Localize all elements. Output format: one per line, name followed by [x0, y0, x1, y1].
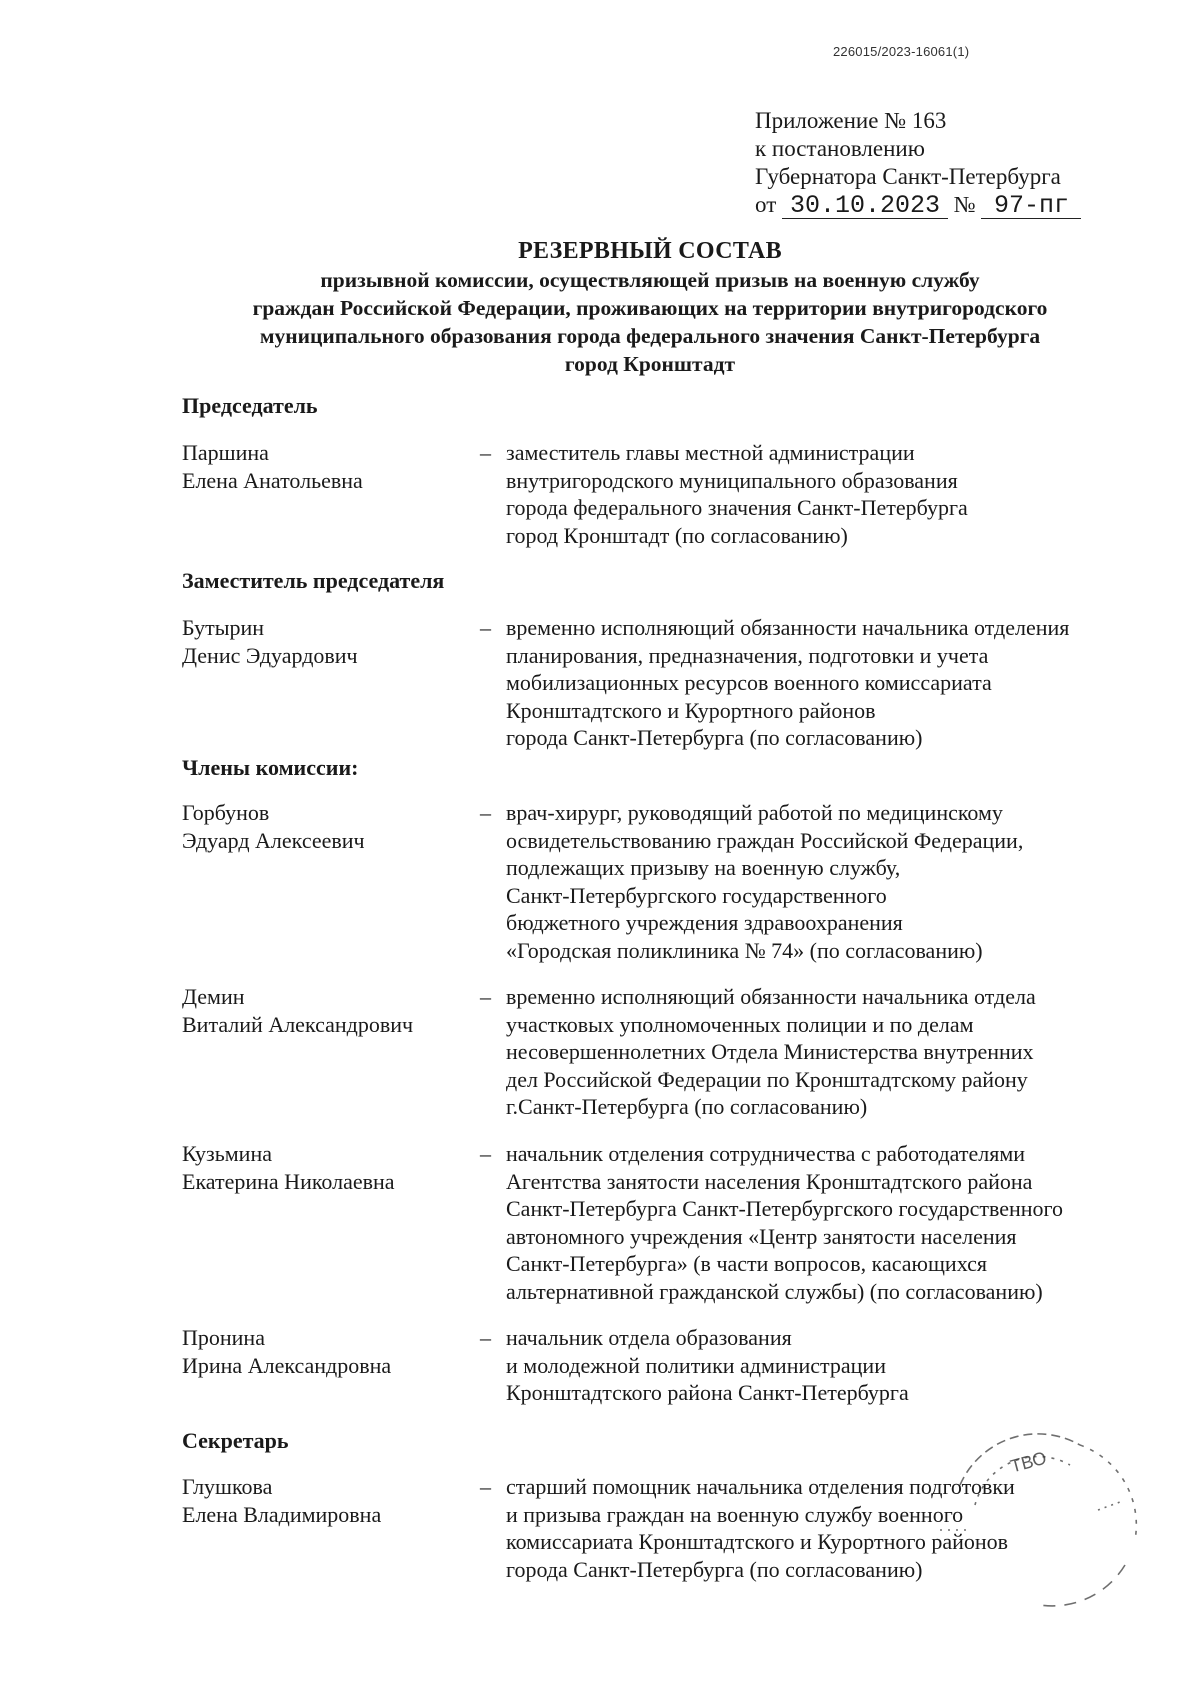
title-main: РЕЗЕРВНЫЙ СОСТАВ	[518, 238, 782, 264]
section-secretary: Секретарь	[182, 1428, 289, 1453]
person-surname: Паршина	[182, 440, 269, 465]
person-name	[182, 1324, 472, 1379]
position-line: временно исполняющий обязанности начальника отделения	[506, 615, 1070, 640]
person-position	[506, 1140, 1186, 1305]
person-name	[182, 1140, 472, 1195]
position-line: Санкт-Петербурга» (в части вопросов, касающихся	[506, 1251, 987, 1276]
position-line: временно исполняющий обязанности начальника отдела	[506, 984, 1036, 1009]
person-name	[182, 983, 472, 1038]
person-position	[506, 439, 1186, 549]
dash: –	[480, 1325, 491, 1350]
person-surname: Горбунов	[182, 800, 270, 825]
person-position	[506, 799, 1186, 964]
date-prefix: от	[755, 192, 777, 217]
dash: –	[480, 615, 491, 640]
person-given-name: Екатерина Николаевна	[182, 1168, 395, 1194]
person-name	[182, 614, 472, 669]
position-line: участковых уполномоченных полиции и по делам	[506, 1011, 974, 1037]
person-position	[506, 1324, 1186, 1407]
position-line: Санкт-Петербурга Санкт-Петербургского государственного	[506, 1196, 1063, 1221]
position-line: и призыва граждан на военную службу военного	[506, 1501, 964, 1527]
person-position	[506, 983, 1186, 1121]
position-line: «Городская поликлиника № 74» (по согласованию)	[506, 937, 983, 963]
person-given-name: Ирина Александровна	[182, 1352, 392, 1378]
person-name	[182, 799, 472, 854]
appendix-date-line	[755, 191, 1081, 219]
dash: –	[480, 440, 491, 465]
person-surname: Глушкова	[182, 1474, 273, 1499]
title-line-2: граждан Российской Федерации, проживающих на территории внутригородского	[252, 296, 1048, 320]
person-name	[182, 1473, 472, 1528]
position-line: и молодежной политики администрации	[506, 1352, 886, 1378]
position-line: альтернативной гражданской службы) (по согласованию)	[506, 1278, 1043, 1304]
position-line: мобилизационных ресурсов военного комиссариата	[506, 670, 992, 695]
position-line: города федерального значения Санкт-Петербурга	[506, 495, 968, 520]
position-line: автономного учреждения «Центр занятости населения	[506, 1223, 1017, 1249]
appendix-block	[755, 107, 1081, 219]
position-line: город Кронштадт (по согласованию)	[506, 522, 848, 548]
person-name	[182, 439, 472, 494]
position-line: города Санкт-Петербурга (по согласованию)	[506, 1556, 923, 1582]
registration-number: 226015/2023-16061(1)	[833, 44, 970, 59]
position-line: врач-хирург, руководящий работой по медицинскому	[506, 800, 1003, 825]
decree-number: 97-пг	[981, 194, 1081, 219]
person-surname: Бутырин	[182, 615, 265, 640]
position-line: комиссариата Кронштадтского и Курортного районов	[506, 1529, 1009, 1554]
position-line: Кронштадтского района Санкт-Петербурга	[506, 1380, 909, 1405]
position-line: заместитель главы местной администрации	[506, 440, 915, 465]
position-line: дел Российской Федерации по Кронштадтскому району	[506, 1066, 1028, 1092]
title-line-1: призывной комиссии, осуществляющей призыв на военную службу	[320, 268, 980, 292]
official-stamp	[930, 1430, 1150, 1610]
section-deputy: Заместитель председателя	[182, 568, 445, 593]
position-line: освидетельствованию граждан Российской Федерации,	[506, 827, 1024, 853]
position-line: бюджетного учреждения здравоохранения	[506, 910, 903, 935]
person-surname: Кузьмина	[182, 1141, 272, 1166]
person-given-name: Денис Эдуардович	[182, 642, 358, 668]
appendix-line-3: Губернатора Санкт-Петербурга	[755, 164, 1061, 189]
person-position	[506, 614, 1186, 752]
person-given-name: Елена Владимировна	[182, 1501, 382, 1527]
appendix-line-2: к постановлению	[755, 136, 925, 161]
dash: –	[480, 984, 491, 1009]
document-title	[180, 236, 1120, 378]
position-line: подлежащих призыву на военную службу,	[506, 855, 901, 880]
stamp-text: ТВО	[1008, 1447, 1049, 1477]
position-line: г.Санкт-Петербурга (по согласованию)	[506, 1094, 868, 1119]
person-given-name: Елена Анатольевна	[182, 467, 363, 493]
section-chairman: Председатель	[182, 393, 318, 418]
number-sign: №	[953, 192, 976, 217]
position-line: города Санкт-Петербурга (по согласованию)	[506, 725, 923, 750]
person-surname: Пронина	[182, 1325, 265, 1350]
position-line: несовершеннолетних Отдела Министерства внутренних	[506, 1039, 1034, 1064]
dash: –	[480, 1141, 491, 1166]
position-line: Кронштадтского и Курортного районов	[506, 697, 876, 723]
position-line: старший помощник начальника отделения подготовки	[506, 1474, 1015, 1499]
dash: –	[480, 800, 491, 825]
position-line: внутригородского муниципального образования	[506, 467, 958, 493]
position-line: начальник отдела образования	[506, 1325, 792, 1350]
section-members: Члены комиссии:	[182, 755, 359, 780]
person-surname: Демин	[182, 984, 245, 1009]
person-given-name: Виталий Александрович	[182, 1011, 414, 1037]
position-line: Агентства занятости населения Кронштадтского района	[506, 1168, 1033, 1194]
dash: –	[480, 1474, 491, 1499]
position-line: планирования, предназначения, подготовки и учета	[506, 642, 989, 668]
decree-date: 30.10.2023	[782, 194, 948, 219]
position-line: Санкт-Петербургского государственного	[506, 882, 887, 908]
position-line: начальник отделения сотрудничества с работодателями	[506, 1141, 1026, 1166]
title-line-4: город Кронштадт	[564, 352, 736, 376]
appendix-line-1: Приложение № 163	[755, 108, 947, 133]
person-given-name: Эдуард Алексеевич	[182, 827, 365, 853]
title-line-3: муниципального образования города федерального значения Санкт-Петербурга	[259, 324, 1041, 348]
